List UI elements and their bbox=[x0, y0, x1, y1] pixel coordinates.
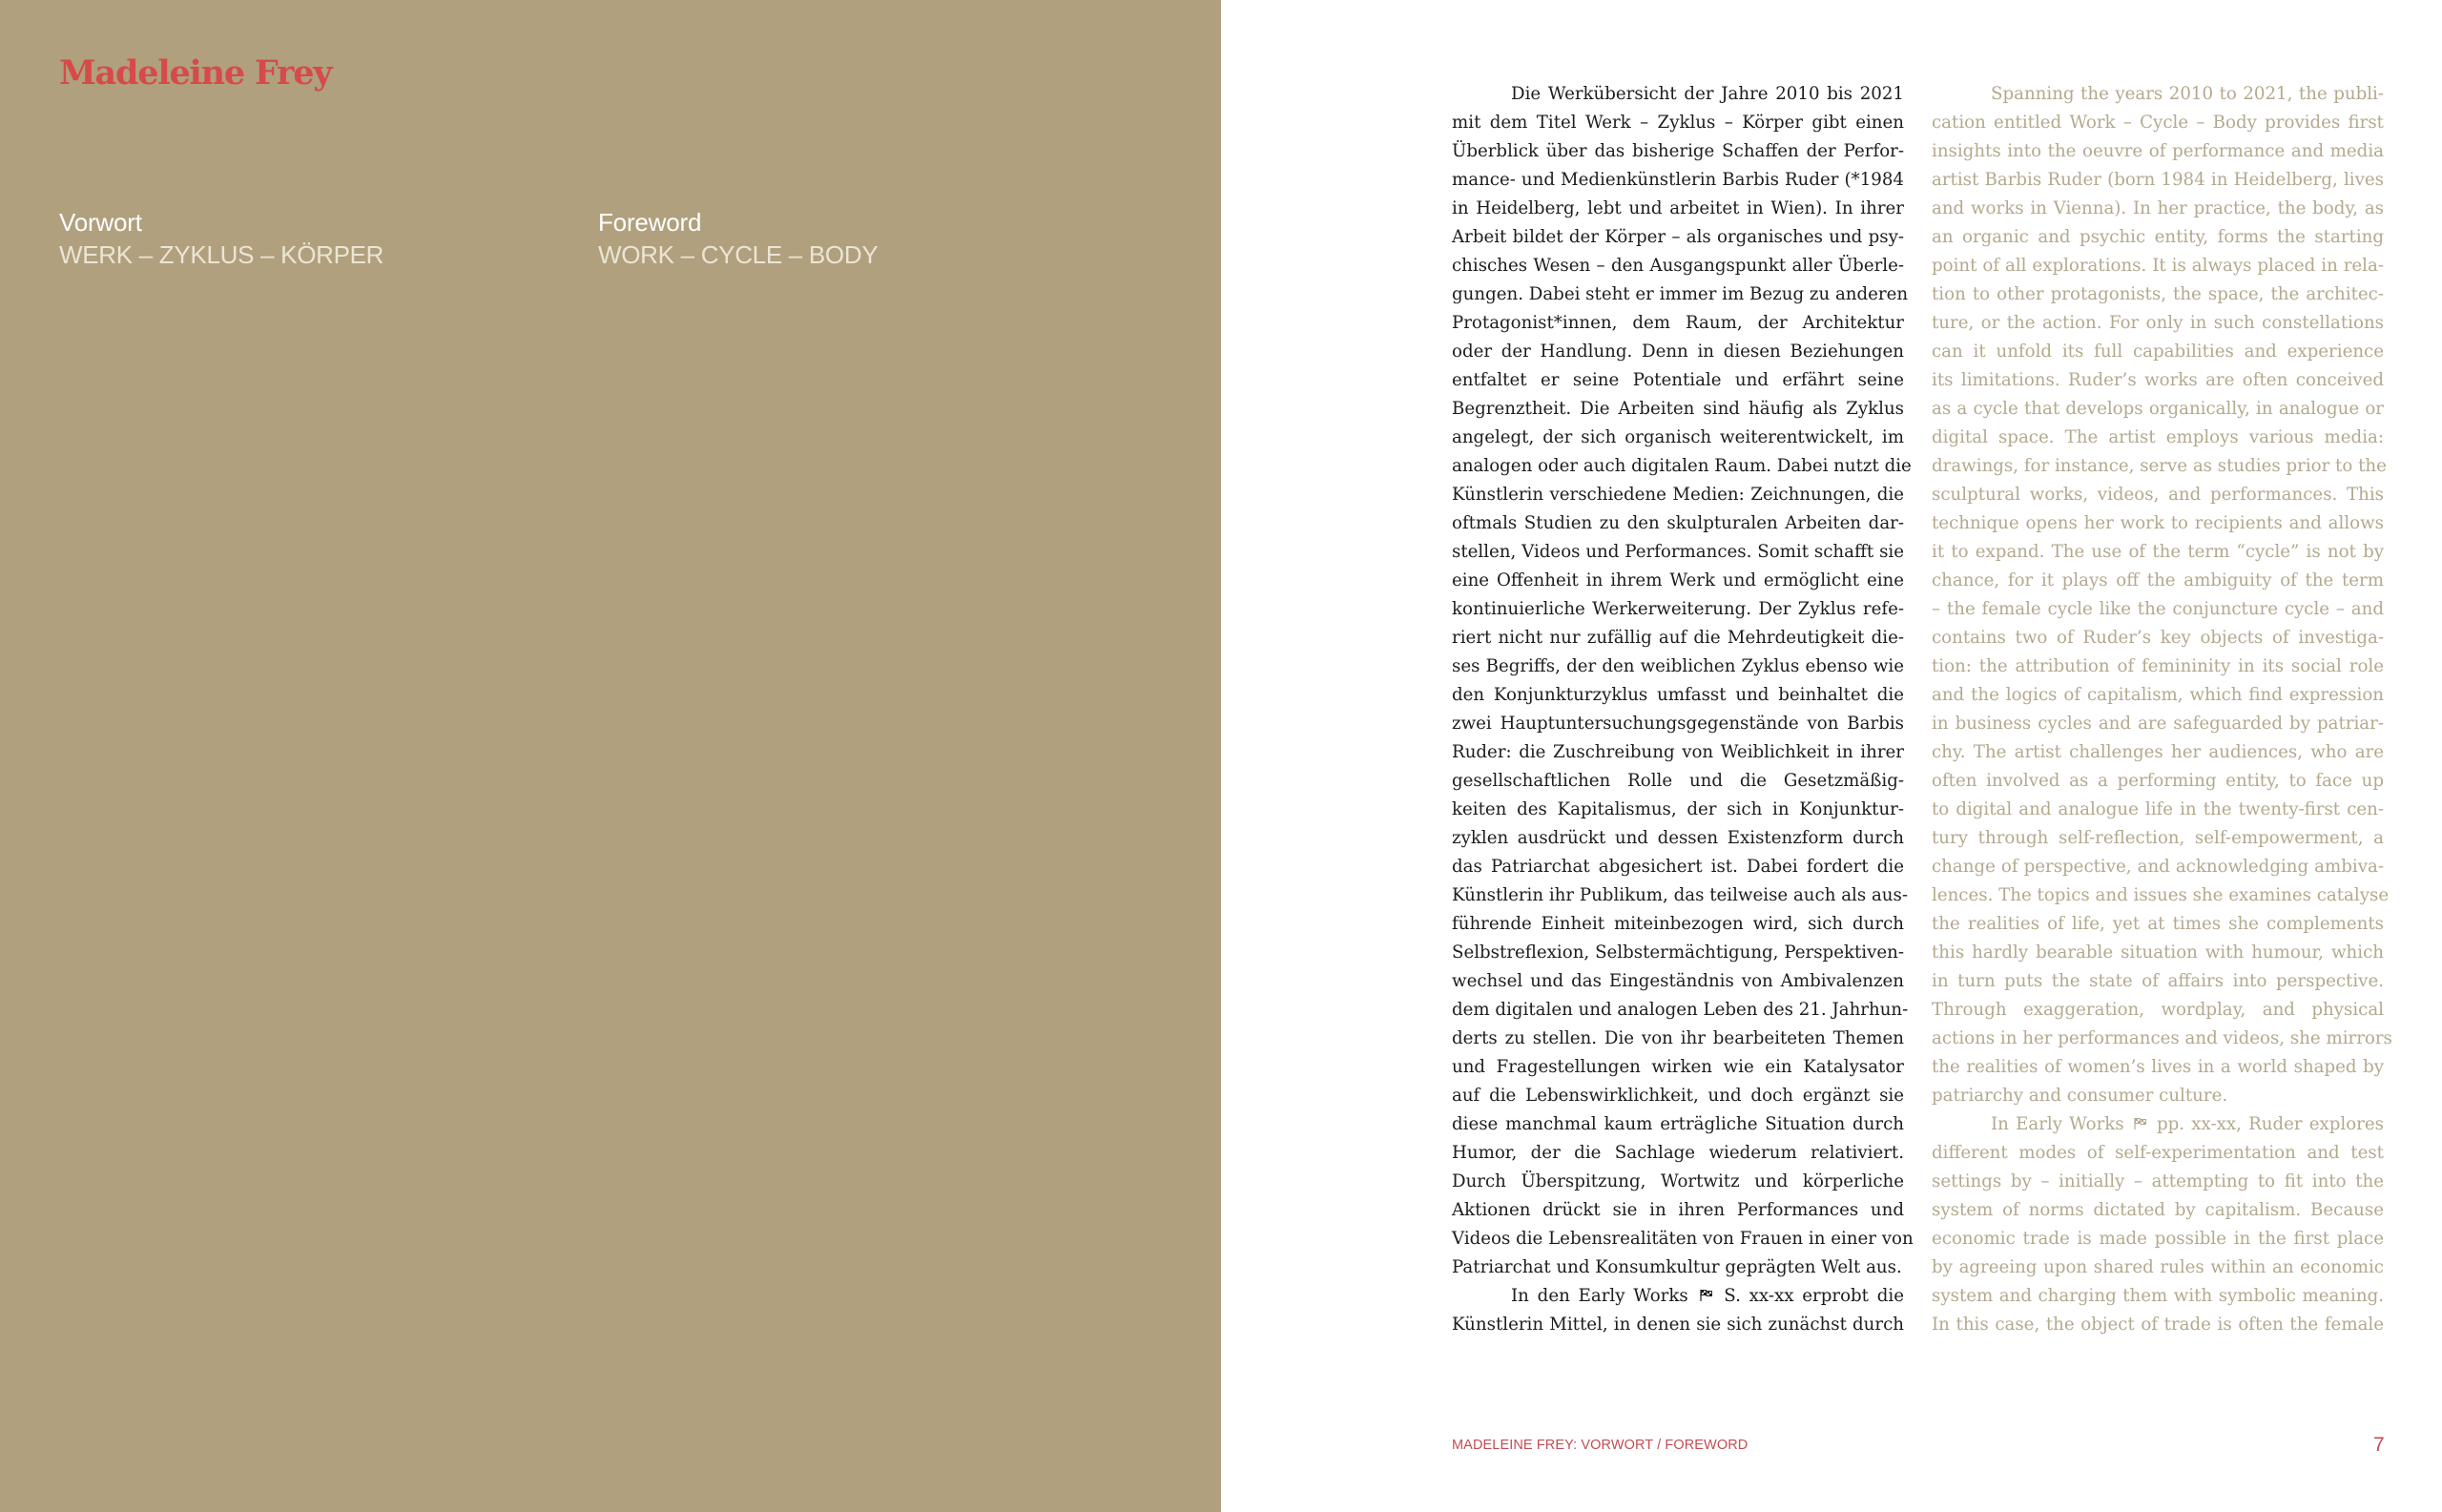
text-line: keiten des Kapitalismus, der sich in Konjunktur- bbox=[1452, 799, 1904, 819]
text-line: by agreeing upon shared rules within an economic bbox=[1932, 1257, 2384, 1277]
text-line: riert nicht nur zufällig auf die Mehrdeutigkeit die- bbox=[1452, 628, 1904, 648]
text-line: the realities of life, yet at times she complements bbox=[1932, 914, 2384, 934]
text-line: this hardly bearable situation with humour, which bbox=[1932, 942, 2384, 963]
text-line: tury through self-reflection, self-empowerment, a bbox=[1932, 828, 2384, 848]
text-line: chance, for it plays off the ambiguity of the term bbox=[1932, 570, 2384, 590]
text-line: economic trade is made possible in the first place bbox=[1932, 1229, 2384, 1249]
text-line: oder der Handlung. Denn in diesen Beziehungen bbox=[1452, 342, 1904, 362]
english-text-column bbox=[1932, 80, 2392, 1339]
crossref-lead: In den Early Works bbox=[1511, 1286, 1688, 1306]
text-line: tion: the attribution of femininity in its social role bbox=[1932, 656, 2384, 676]
running-footer: MADELEINE FREY: VORWORT / FOREWORD bbox=[1452, 1438, 1749, 1453]
text-line: – the female cycle like the conjuncture cycle – and bbox=[1932, 599, 2384, 619]
text-line: derts zu stellen. Die von ihr bearbeiteten Themen bbox=[1452, 1028, 1904, 1048]
text-line: system of norms dictated by capitalism. Because bbox=[1932, 1200, 2384, 1220]
text-line: lences. The topics and issues she examines catalyse bbox=[1932, 885, 2390, 905]
text-line: Videos die Lebensrealitäten von Frauen in einer von bbox=[1452, 1229, 1914, 1249]
text-line: mance- und Medienkünstlerin Barbis Ruder (*1984 bbox=[1452, 170, 1904, 190]
text-line: can it unfold its full capabilities and experience bbox=[1932, 342, 2384, 362]
text-line: it to expand. The use of the term “cycle” is not by bbox=[1932, 542, 2384, 562]
crossref-page-ref: S. xx-xx erprobt die bbox=[1724, 1286, 1904, 1306]
german-text-column bbox=[1452, 80, 1914, 1339]
text-line: point of all explorations. It is always placed in rela- bbox=[1932, 256, 2384, 276]
text-line: sculptural works, videos, and performances. This bbox=[1932, 485, 2384, 505]
text-line: den Konjunkturzyklus umfasst und beinhaltet die bbox=[1452, 685, 1904, 705]
text-line: Humor, der die Sachlage wiederum relativiert. bbox=[1452, 1143, 1904, 1163]
text-line: an organic and psychic entity, forms the starting bbox=[1932, 227, 2384, 247]
text-line: Protagonist*innen, dem Raum, der Architektur bbox=[1452, 313, 1904, 333]
section-heading-english bbox=[598, 206, 878, 271]
section-subtitle-german: WERK – ZYKLUS – KÖRPER bbox=[59, 240, 384, 269]
text-line: Überblick über das bisherige Schaffen der Perfor- bbox=[1452, 141, 1904, 161]
text-line: Patriarchat und Konsumkultur geprägten Welt aus. bbox=[1452, 1257, 1902, 1277]
text-line: in Heidelberg, lebt und arbeitet in Wien). In ihrer bbox=[1452, 198, 1904, 218]
text-line: wechsel und das Eingeständnis von Ambivalenzen bbox=[1452, 971, 1904, 991]
text-line: kontinuierliche Werkerweiterung. Der Zyklus refe- bbox=[1452, 599, 1904, 619]
text-line-with-crossref bbox=[1452, 1282, 1904, 1311]
text-line: insights into the oeuvre of performance and media bbox=[1932, 141, 2384, 161]
text-line: Durch Überspitzung, Wortwitz und körperliche bbox=[1452, 1171, 1904, 1191]
text-line: Arbeit bildet der Körper – als organisches und psy- bbox=[1452, 227, 1904, 247]
section-heading-german bbox=[59, 206, 383, 271]
flag-icon bbox=[1699, 1289, 1714, 1302]
text-line: Künstlerin ihr Publikum, das teilweise auch als aus- bbox=[1452, 885, 1908, 905]
text-line: führende Einheit miteinbezogen wird, sich durch bbox=[1452, 914, 1904, 934]
text-line: tion to other protagonists, the space, the architec- bbox=[1932, 284, 2384, 304]
text-line: change of perspective, and acknowledging ambiva- bbox=[1932, 857, 2384, 877]
crossref-page-ref: pp. xx-xx, Ruder explores bbox=[2157, 1114, 2384, 1134]
text-line: artist Barbis Ruder (born 1984 in Heidelberg, lives bbox=[1932, 170, 2384, 190]
section-subtitle-english: WORK – CYCLE – BODY bbox=[598, 240, 879, 269]
text-line: settings by – initially – attempting to fit into the bbox=[1932, 1171, 2384, 1191]
text-line: das Patriarchat abgesichert ist. Dabei fordert die bbox=[1452, 857, 1904, 877]
text-line: angelegt, der sich organisch weiterentwickelt, im bbox=[1452, 427, 1904, 447]
text-line: technique opens her work to recipients and allows bbox=[1932, 513, 2384, 533]
text-line: Die Werkübersicht der Jahre 2010 bis 2021 bbox=[1511, 84, 1904, 104]
text-line: patriarchy and consumer culture. bbox=[1932, 1086, 2228, 1106]
text-line: Selbstreflexion, Selbstermächtigung, Perspektiven- bbox=[1452, 942, 1904, 963]
text-line: eine Offenheit in ihrem Werk und ermöglicht eine bbox=[1452, 570, 1904, 590]
text-line: as a cycle that develops organically, in analogue or bbox=[1932, 399, 2384, 419]
section-label-foreword: Foreword bbox=[598, 208, 702, 237]
text-line: different modes of self-experimentation and test bbox=[1932, 1143, 2384, 1163]
text-line: drawings, for instance, serve as studies prior to the bbox=[1932, 456, 2387, 476]
text-line: chy. The artist challenges her audiences, who are bbox=[1932, 742, 2384, 762]
text-line: ture, or the action. For only in such constellations bbox=[1932, 313, 2384, 333]
text-line: to digital and analogue life in the twenty-first cen- bbox=[1932, 799, 2384, 819]
text-line: and the logics of capitalism, which find expression bbox=[1932, 685, 2384, 705]
text-line: mit dem Titel Werk – Zyklus – Körper gibt einen bbox=[1452, 113, 1904, 133]
text-line: digital space. The artist employs various media: bbox=[1932, 427, 2384, 447]
flag-icon bbox=[2133, 1117, 2148, 1130]
author-name: Madeleine Frey bbox=[59, 53, 332, 93]
text-line: and works in Vienna). In her practice, the body, as bbox=[1932, 198, 2384, 218]
text-line: chisches Wesen – den Ausgangspunkt aller Überle- bbox=[1452, 256, 1904, 276]
text-line: entfaltet er seine Potentiale und erfährt seine bbox=[1452, 370, 1904, 390]
text-line: Künstlerin verschiedene Medien: Zeichnungen, die bbox=[1452, 485, 1904, 505]
text-line: zwei Hauptuntersuchungsgegenstände von Barbis bbox=[1452, 714, 1904, 734]
text-line: zyklen ausdrückt und dessen Existenzform durch bbox=[1452, 828, 1904, 848]
text-line: in turn puts the state of affairs into perspective. bbox=[1932, 971, 2384, 991]
text-line: und Fragestellungen wirken wie ein Katalysator bbox=[1452, 1057, 1904, 1077]
text-line: gungen. Dabei steht er immer im Bezug zu anderen bbox=[1452, 284, 1909, 304]
text-line: Through exaggeration, wordplay, and physical bbox=[1932, 1000, 2384, 1020]
text-line: Begrenztheit. Die Arbeiten sind häufig als Zyklus bbox=[1452, 399, 1904, 419]
text-line: Aktionen drückt sie in ihren Performances und bbox=[1452, 1200, 1904, 1220]
text-line: Künstlerin Mittel, in denen sie sich zunächst durch bbox=[1452, 1315, 1904, 1335]
text-line: diese manchmal kaum erträgliche Situation durch bbox=[1452, 1114, 1904, 1134]
text-line: stellen, Videos und Performances. Somit schafft sie bbox=[1452, 542, 1904, 562]
text-line: Ruder: die Zuschreibung von Weiblichkeit in ihrer bbox=[1452, 742, 1904, 762]
text-line: actions in her performances and videos, she mirrors bbox=[1932, 1028, 2392, 1048]
text-line: cation entitled Work – Cycle – Body provides first bbox=[1932, 113, 2384, 133]
text-line: often involved as a performing entity, to face up bbox=[1932, 771, 2384, 791]
text-line: Spanning the years 2010 to 2021, the publi- bbox=[1991, 84, 2384, 104]
page-number: 7 bbox=[2373, 1434, 2385, 1456]
text-line: contains two of Ruder’s key objects of investiga- bbox=[1932, 628, 2384, 648]
text-line: the realities of women’s lives in a world shaped by bbox=[1932, 1057, 2384, 1077]
text-line: analogen oder auch digitalen Raum. Dabei nutzt die bbox=[1452, 456, 1912, 476]
section-label-vorwort: Vorwort bbox=[59, 208, 142, 237]
crossref-lead: In Early Works bbox=[1991, 1114, 2124, 1134]
text-line: ses Begriffs, der den weiblichen Zyklus ebenso wie bbox=[1452, 656, 1904, 676]
text-line: its limitations. Ruder’s works are often conceived bbox=[1932, 370, 2384, 390]
text-line: dem digitalen und analogen Leben des 21. Jahrhun- bbox=[1452, 1000, 1909, 1020]
text-line: oftmals Studien zu den skulpturalen Arbeiten dar- bbox=[1452, 513, 1904, 533]
text-line: in business cycles and are safeguarded by patriar- bbox=[1932, 714, 2384, 734]
text-line: gesellschaftlichen Rolle und die Gesetzmäßig- bbox=[1452, 771, 1904, 791]
text-line: In this case, the object of trade is often the female bbox=[1932, 1315, 2384, 1335]
text-line: auf die Lebenswirklichkeit, und doch ergänzt sie bbox=[1452, 1086, 1904, 1106]
text-line: system and charging them with symbolic meaning. bbox=[1932, 1286, 2384, 1306]
text-line-with-crossref bbox=[1932, 1110, 2384, 1139]
